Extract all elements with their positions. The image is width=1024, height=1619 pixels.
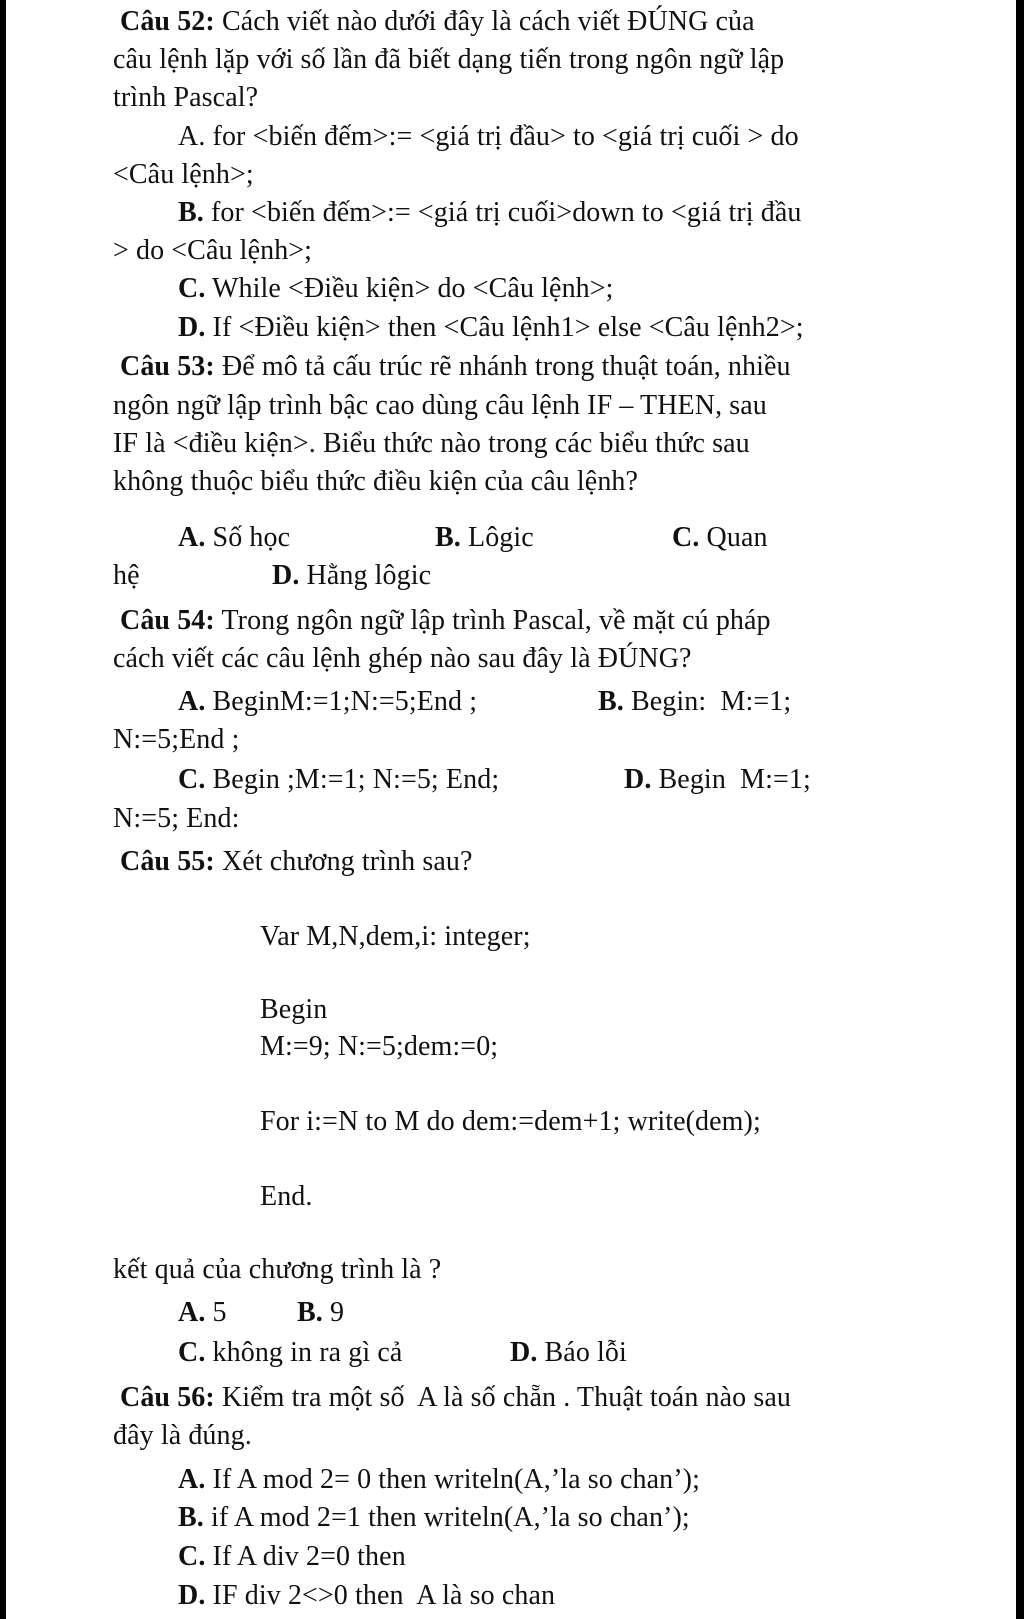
q56-option-c: C. If A div 2=0 then [178,1541,406,1572]
q52-option-b: B. for <biến đếm>:= <giá trị cuối>down to <giá trị đầu [178,197,802,228]
q53-line4: không thuộc biểu thức điều kiện của câu lệnh? [113,466,639,497]
q55-option-b: B. 9 [297,1297,345,1328]
q54-option-b-cont: N:=5;End ; [113,724,240,755]
q54-option-b: B. Begin: M:=1; [598,686,792,717]
q53-option-d: D. Hằng lôgic [272,560,432,591]
q52-option-d: D. If <Điều kiện> then <Câu lệnh1> else <Câu lệnh2>; [178,312,804,343]
q53-line3: IF là <điều kiện>. Biểu thức nào trong các biểu thức sau [113,428,750,459]
q54-option-d-cont: N:=5; End: [113,803,240,834]
q53-option-b: B. Lôgic [435,522,534,553]
q52-option-b-cont: > do <Câu lệnh>; [113,235,313,266]
q55-result-question: kết quả của chương trình là ? [113,1254,442,1285]
q53-line2: ngôn ngữ lập trình bậc cao dùng câu lệnh IF – THEN, sau [113,390,767,421]
photo-border-left [0,0,6,1619]
q56-line1: Câu 56: Kiểm tra một số A là số chẵn . Thuật toán nào sau [120,1382,791,1413]
q52-line2: câu lệnh lặp với số lần đã biết dạng tiến trong ngôn ngữ lập [113,44,785,75]
code-end-line: End. [260,1181,313,1212]
q52-option-a: A. for <biến đếm>:= <giá trị đầu> to <giá trị cuối > do [178,121,799,152]
q56-option-d: D. IF div 2<>0 then A là so chan [178,1580,556,1611]
q52-option-c: C. While <Điều kiện> do <Câu lệnh>; [178,273,614,304]
q56-option-b: B. if A mod 2=1 then writeln(A,’la so chan’); [178,1502,690,1533]
q54-option-d: D. Begin M:=1; [624,764,811,795]
q55-option-a: A. 5 [178,1297,227,1328]
q53-option-c-cont: hệ [113,560,140,591]
q55-option-d: D. Báo lỗi [510,1337,627,1368]
q56-option-a: A. If A mod 2= 0 then writeln(A,’la so chan’); [178,1464,700,1495]
code-var-line: Var M,N,dem,i: integer; [260,921,531,952]
q52-number: Câu 52: [120,6,215,37]
q53-option-a: A. Số học [178,522,291,553]
code-begin-line: Begin [260,994,328,1025]
photo-border-right [1016,0,1024,1619]
q53-line1: Câu 53: Để mô tả cấu trúc rẽ nhánh trong thuật toán, nhiều [120,351,791,382]
q54-line1: Câu 54: Trong ngôn ngữ lập trình Pascal, về mặt cú pháp [120,605,771,636]
q53-option-c: C. Quan [672,522,768,553]
q54-option-c: C. Begin ;M:=1; N:=5; End; [178,764,500,795]
q52-text: Cách viết nào dưới đây là cách viết ĐÚNG của [221,6,755,37]
q52-option-a-cont: <Câu lệnh>; [113,159,254,190]
code-for-line: For i:=N to M do dem:=dem+1; write(dem); [260,1106,761,1137]
q55-number: Câu 55: [120,846,215,877]
q54-line2: cách viết các câu lệnh ghép nào sau đây là ĐÚNG? [113,643,692,674]
q52-line1 [120,5,755,39]
q55-option-c: C. không in ra gì cả [178,1337,403,1368]
q54-option-a: A. BeginM:=1;N:=5;End ; [178,686,478,717]
q56-number: Câu 56: [120,1382,215,1413]
q54-number: Câu 54: [120,605,215,636]
q53-number: Câu 53: [120,351,215,382]
q56-line2: đây là đúng. [113,1420,252,1451]
code-assign-line: M:=9; N:=5;dem:=0; [260,1031,499,1062]
q55-line1: Câu 55: Xét chương trình sau? [120,846,473,877]
q52-line3: trình Pascal? [113,82,259,113]
